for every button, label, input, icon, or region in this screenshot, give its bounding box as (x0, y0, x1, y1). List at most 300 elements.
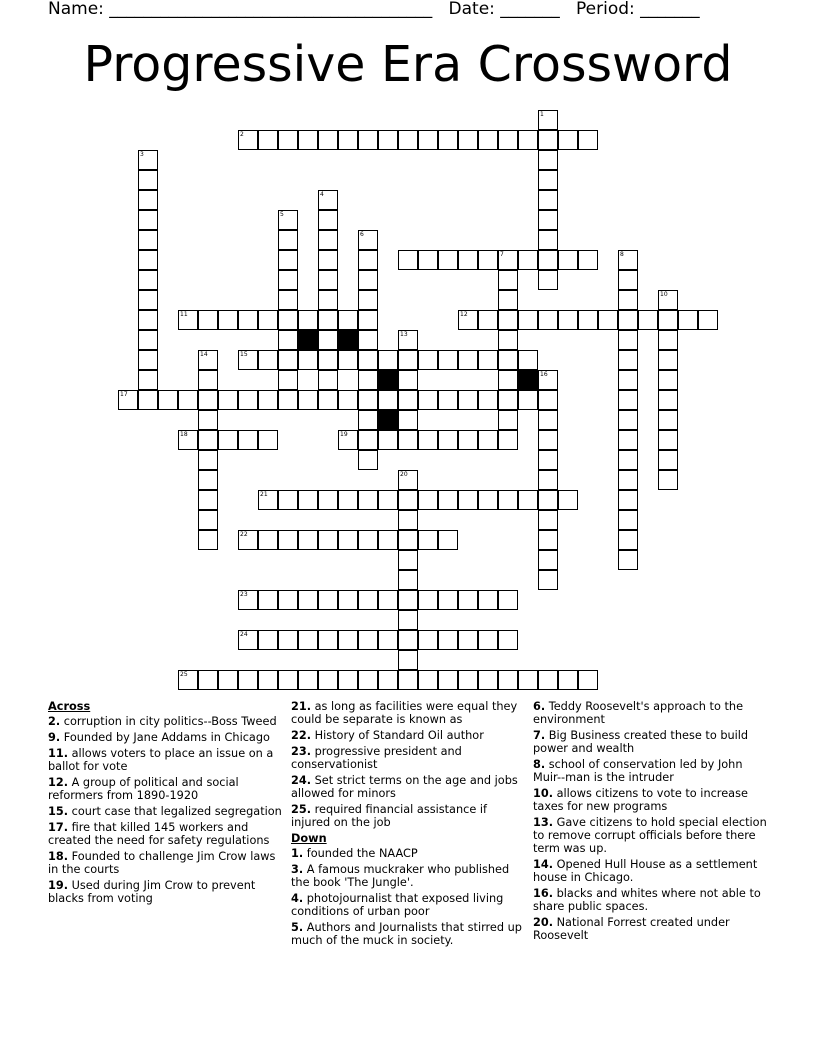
grid-cell[interactable] (438, 430, 458, 450)
grid-cell[interactable] (418, 130, 438, 150)
grid-cell[interactable] (238, 130, 258, 150)
grid-cell[interactable] (558, 490, 578, 510)
grid-cell[interactable] (438, 490, 458, 510)
grid-cell[interactable] (658, 470, 678, 490)
grid-cell[interactable] (318, 590, 338, 610)
grid-cell[interactable] (458, 590, 478, 610)
grid-cell[interactable] (298, 390, 318, 410)
clue-text: Founded to challenge Jim Crow laws in the courts (48, 850, 276, 876)
grid-cell[interactable] (538, 170, 558, 190)
grid-cell[interactable] (338, 670, 358, 690)
grid-cell[interactable] (418, 390, 438, 410)
clue-number: 1. (291, 847, 304, 860)
grid-cell[interactable] (258, 310, 278, 330)
grid-cell[interactable] (198, 450, 218, 470)
grid-cell[interactable] (358, 590, 378, 610)
grid-cell[interactable] (378, 630, 398, 650)
grid-cell[interactable] (658, 430, 678, 450)
grid-cell[interactable] (498, 250, 518, 270)
grid-cell[interactable] (238, 670, 258, 690)
grid-cell[interactable] (438, 670, 458, 690)
grid-cell[interactable] (198, 670, 218, 690)
grid-cell[interactable] (698, 310, 718, 330)
grid-cell[interactable] (238, 590, 258, 610)
grid-cell[interactable] (538, 430, 558, 450)
grid-cell[interactable] (438, 250, 458, 270)
grid-cell[interactable] (598, 310, 618, 330)
grid-cell[interactable] (338, 590, 358, 610)
grid-cell[interactable] (538, 390, 558, 410)
cell-number: 17 (120, 391, 128, 398)
grid-cell[interactable] (338, 310, 358, 330)
blocked-square (298, 330, 318, 350)
grid-cell[interactable] (318, 190, 338, 210)
grid-cell[interactable] (378, 490, 398, 510)
grid-cell[interactable] (198, 430, 218, 450)
grid-cell[interactable] (458, 130, 478, 150)
grid-cell[interactable] (138, 150, 158, 170)
grid-cell[interactable] (518, 130, 538, 150)
grid-cell[interactable] (318, 350, 338, 370)
grid-cell[interactable] (618, 530, 638, 550)
grid-cell[interactable] (298, 490, 318, 510)
grid-cell[interactable] (618, 310, 638, 330)
grid-cell[interactable] (198, 310, 218, 330)
grid-cell[interactable] (338, 390, 358, 410)
grid-cell[interactable] (498, 670, 518, 690)
grid-cell[interactable] (198, 510, 218, 530)
grid-cell[interactable] (138, 230, 158, 250)
grid-cell[interactable] (558, 670, 578, 690)
grid-cell[interactable] (538, 410, 558, 430)
grid-cell[interactable] (298, 350, 318, 370)
grid-cell[interactable] (378, 670, 398, 690)
grid-cell[interactable] (278, 390, 298, 410)
grid-cell[interactable] (458, 250, 478, 270)
grid-cell[interactable] (198, 390, 218, 410)
grid-cell[interactable] (618, 410, 638, 430)
name-blank[interactable]: ______________________________________ (109, 0, 433, 19)
grid-cell[interactable] (538, 490, 558, 510)
grid-cell[interactable] (398, 630, 418, 650)
clue-number: 3. (291, 863, 304, 876)
grid-cell[interactable] (258, 350, 278, 370)
grid-cell[interactable] (478, 490, 498, 510)
date-blank[interactable]: _______ (500, 0, 560, 19)
grid-cell[interactable] (458, 630, 478, 650)
grid-cell[interactable] (538, 530, 558, 550)
grid-cell[interactable] (358, 310, 378, 330)
grid-cell[interactable] (138, 250, 158, 270)
grid-cell[interactable] (258, 430, 278, 450)
grid-cell[interactable] (238, 390, 258, 410)
grid-cell[interactable] (618, 370, 638, 390)
clue-number: 5. (291, 921, 304, 934)
grid-cell[interactable] (138, 370, 158, 390)
grid-cell[interactable] (358, 630, 378, 650)
grid-cell[interactable] (618, 390, 638, 410)
grid-cell[interactable] (138, 310, 158, 330)
across-heading: Across (48, 700, 91, 713)
grid-cell[interactable] (318, 290, 338, 310)
grid-cell[interactable] (498, 270, 518, 290)
grid-cell[interactable] (398, 670, 418, 690)
grid-cell[interactable] (318, 530, 338, 550)
grid-cell[interactable] (398, 130, 418, 150)
grid-cell[interactable] (498, 350, 518, 370)
grid-cell[interactable] (398, 410, 418, 430)
grid-cell[interactable] (438, 630, 458, 650)
grid-cell[interactable] (478, 130, 498, 150)
grid-cell[interactable] (158, 390, 178, 410)
grid-cell[interactable] (138, 210, 158, 230)
grid-cell[interactable] (278, 310, 298, 330)
grid-cell[interactable] (418, 350, 438, 370)
across-clue (48, 879, 284, 905)
grid-cell[interactable] (538, 570, 558, 590)
grid-cell[interactable] (318, 630, 338, 650)
grid-cell[interactable] (458, 670, 478, 690)
grid-cell[interactable] (538, 310, 558, 330)
grid-cell[interactable] (298, 630, 318, 650)
grid-cell[interactable] (278, 350, 298, 370)
grid-cell[interactable] (298, 590, 318, 610)
grid-cell[interactable] (278, 250, 298, 270)
clue-number: 19. (48, 879, 69, 892)
across-clue (291, 803, 525, 829)
grid-cell[interactable] (498, 410, 518, 430)
grid-cell[interactable] (298, 130, 318, 150)
grid-cell[interactable] (538, 130, 558, 150)
grid-cell[interactable] (318, 230, 338, 250)
period-blank[interactable]: _______ (640, 0, 700, 19)
cell-number: 18 (180, 431, 188, 438)
grid-cell[interactable] (538, 190, 558, 210)
grid-cell[interactable] (118, 390, 138, 410)
grid-cell[interactable] (618, 250, 638, 270)
grid-cell[interactable] (478, 390, 498, 410)
grid-cell[interactable] (538, 670, 558, 690)
grid-cell[interactable] (618, 270, 638, 290)
grid-cell[interactable] (418, 250, 438, 270)
grid-cell[interactable] (398, 650, 418, 670)
grid-cell[interactable] (198, 410, 218, 430)
grid-cell[interactable] (358, 490, 378, 510)
grid-cell[interactable] (658, 450, 678, 470)
grid-cell[interactable] (258, 630, 278, 650)
grid-cell[interactable] (478, 310, 498, 330)
blocked-square (378, 410, 398, 430)
grid-cell[interactable] (258, 670, 278, 690)
grid-cell[interactable] (658, 330, 678, 350)
grid-cell[interactable] (498, 330, 518, 350)
grid-cell[interactable] (278, 290, 298, 310)
grid-cell[interactable] (398, 510, 418, 530)
grid-cell[interactable] (658, 390, 678, 410)
grid-cell[interactable] (378, 530, 398, 550)
grid-cell[interactable] (358, 350, 378, 370)
grid-cell[interactable] (218, 310, 238, 330)
grid-cell[interactable] (418, 670, 438, 690)
grid-cell[interactable] (238, 630, 258, 650)
grid-cell[interactable] (298, 530, 318, 550)
grid-cell[interactable] (638, 310, 658, 330)
grid-cell[interactable] (538, 110, 558, 130)
grid-cell[interactable] (418, 630, 438, 650)
grid-cell[interactable] (138, 190, 158, 210)
grid-cell[interactable] (618, 510, 638, 530)
grid-cell[interactable] (338, 490, 358, 510)
grid-cell[interactable] (398, 390, 418, 410)
grid-cell[interactable] (618, 330, 638, 350)
grid-cell[interactable] (358, 530, 378, 550)
grid-cell[interactable] (518, 670, 538, 690)
grid-cell[interactable] (678, 310, 698, 330)
grid-cell[interactable] (578, 250, 598, 270)
grid-cell[interactable] (178, 390, 198, 410)
grid-cell[interactable] (278, 270, 298, 290)
grid-cell[interactable] (578, 130, 598, 150)
grid-cell[interactable] (218, 430, 238, 450)
grid-cell[interactable] (618, 290, 638, 310)
grid-cell[interactable] (658, 370, 678, 390)
grid-cell[interactable] (238, 430, 258, 450)
grid-cell[interactable] (538, 470, 558, 490)
grid-cell[interactable] (618, 490, 638, 510)
grid-cell[interactable] (438, 390, 458, 410)
grid-cell[interactable] (258, 490, 278, 510)
grid-cell[interactable] (558, 310, 578, 330)
grid-cell[interactable] (378, 390, 398, 410)
grid-cell[interactable] (358, 370, 378, 390)
grid-cell[interactable] (338, 430, 358, 450)
grid-cell[interactable] (538, 510, 558, 530)
page-title: Progressive Era Crossword (83, 36, 733, 93)
grid-cell[interactable] (478, 630, 498, 650)
grid-cell[interactable] (478, 670, 498, 690)
grid-cell[interactable] (198, 530, 218, 550)
grid-cell[interactable] (138, 390, 158, 410)
grid-cell[interactable] (138, 290, 158, 310)
clue-text: A famous muckraker who published the book 'The Jungle'. (291, 863, 510, 889)
grid-cell[interactable] (498, 430, 518, 450)
grid-cell[interactable] (358, 270, 378, 290)
grid-cell[interactable] (518, 490, 538, 510)
grid-cell[interactable] (658, 350, 678, 370)
grid-cell[interactable] (358, 230, 378, 250)
grid-cell[interactable] (538, 250, 558, 270)
grid-cell[interactable] (498, 590, 518, 610)
grid-cell[interactable] (338, 130, 358, 150)
grid-cell[interactable] (378, 130, 398, 150)
grid-cell[interactable] (338, 530, 358, 550)
grid-cell[interactable] (478, 250, 498, 270)
clue-text: Gave citizens to hold special election to remove corrupt officials before there term was up. (533, 816, 767, 855)
grid-cell[interactable] (398, 250, 418, 270)
grid-cell[interactable] (378, 430, 398, 450)
grid-cell[interactable] (138, 170, 158, 190)
grid-cell[interactable] (318, 130, 338, 150)
grid-cell[interactable] (498, 630, 518, 650)
grid-cell[interactable] (378, 350, 398, 370)
grid-cell[interactable] (438, 130, 458, 150)
grid-cell[interactable] (478, 350, 498, 370)
grid-cell[interactable] (618, 430, 638, 450)
grid-cell[interactable] (418, 430, 438, 450)
grid-cell[interactable] (398, 330, 418, 350)
grid-cell[interactable] (318, 250, 338, 270)
grid-cell[interactable] (318, 670, 338, 690)
grid-cell[interactable] (378, 590, 398, 610)
grid-cell[interactable] (218, 390, 238, 410)
grid-cell[interactable] (458, 350, 478, 370)
grid-cell[interactable] (278, 210, 298, 230)
grid-cell[interactable] (178, 310, 198, 330)
grid-cell[interactable] (318, 270, 338, 290)
grid-cell[interactable] (398, 570, 418, 590)
grid-cell[interactable] (398, 350, 418, 370)
grid-cell[interactable] (538, 370, 558, 390)
grid-cell[interactable] (418, 590, 438, 610)
grid-cell[interactable] (458, 310, 478, 330)
grid-cell[interactable] (478, 430, 498, 450)
grid-cell[interactable] (398, 490, 418, 510)
grid-cell[interactable] (558, 130, 578, 150)
across-clue (48, 747, 284, 773)
grid-cell[interactable] (518, 390, 538, 410)
grid-cell[interactable] (358, 410, 378, 430)
grid-cell[interactable] (578, 310, 598, 330)
grid-cell[interactable] (458, 390, 478, 410)
grid-cell[interactable] (318, 210, 338, 230)
grid-cell[interactable] (398, 590, 418, 610)
grid-cell[interactable] (278, 370, 298, 390)
grid-cell[interactable] (258, 590, 278, 610)
grid-cell[interactable] (398, 550, 418, 570)
down-clue (291, 892, 525, 918)
grid-cell[interactable] (358, 390, 378, 410)
grid-cell[interactable] (338, 350, 358, 370)
grid-cell[interactable] (438, 350, 458, 370)
grid-cell[interactable] (358, 290, 378, 310)
grid-cell[interactable] (238, 530, 258, 550)
grid-cell[interactable] (398, 470, 418, 490)
grid-cell[interactable] (478, 590, 498, 610)
grid-cell[interactable] (418, 530, 438, 550)
grid-cell[interactable] (178, 430, 198, 450)
grid-cell[interactable] (198, 490, 218, 510)
grid-cell[interactable] (278, 230, 298, 250)
grid-cell[interactable] (538, 210, 558, 230)
grid-cell[interactable] (538, 550, 558, 570)
grid-cell[interactable] (178, 670, 198, 690)
grid-cell[interactable] (398, 530, 418, 550)
grid-cell[interactable] (278, 330, 298, 350)
grid-cell[interactable] (658, 290, 678, 310)
grid-cell[interactable] (498, 290, 518, 310)
grid-cell[interactable] (298, 670, 318, 690)
grid-cell[interactable] (358, 430, 378, 450)
grid-cell[interactable] (618, 550, 638, 570)
grid-cell[interactable] (438, 590, 458, 610)
grid-cell[interactable] (318, 490, 338, 510)
grid-cell[interactable] (198, 470, 218, 490)
grid-cell[interactable] (498, 310, 518, 330)
grid-cell[interactable] (298, 310, 318, 330)
grid-cell[interactable] (278, 590, 298, 610)
grid-cell[interactable] (278, 130, 298, 150)
grid-cell[interactable] (358, 670, 378, 690)
grid-cell[interactable] (278, 490, 298, 510)
clue-number: 12. (48, 776, 69, 789)
grid-cell[interactable] (398, 610, 418, 630)
grid-cell[interactable] (618, 450, 638, 470)
grid-cell[interactable] (358, 450, 378, 470)
grid-cell[interactable] (518, 350, 538, 370)
grid-cell[interactable] (498, 390, 518, 410)
grid-cell[interactable] (498, 370, 518, 390)
grid-cell[interactable] (218, 670, 238, 690)
grid-cell[interactable] (538, 150, 558, 170)
clue-number: 13. (533, 816, 554, 829)
grid-cell[interactable] (258, 130, 278, 150)
grid-cell[interactable] (278, 630, 298, 650)
grid-cell[interactable] (498, 130, 518, 150)
grid-cell[interactable] (318, 310, 338, 330)
grid-cell[interactable] (358, 130, 378, 150)
grid-cell[interactable] (538, 270, 558, 290)
grid-cell[interactable] (358, 250, 378, 270)
grid-cell[interactable] (238, 350, 258, 370)
clue-text: National Forrest created under Roosevelt (533, 916, 730, 942)
grid-cell[interactable] (658, 410, 678, 430)
grid-cell[interactable] (518, 310, 538, 330)
grid-cell[interactable] (138, 350, 158, 370)
grid-cell[interactable] (458, 490, 478, 510)
grid-cell[interactable] (278, 670, 298, 690)
grid-cell[interactable] (238, 310, 258, 330)
grid-cell[interactable] (498, 490, 518, 510)
clue-text: Set strict terms on the age and jobs allowed for minors (291, 774, 518, 800)
grid-cell[interactable] (418, 490, 438, 510)
grid-cell[interactable] (318, 390, 338, 410)
grid-cell[interactable] (278, 530, 298, 550)
grid-cell[interactable] (538, 230, 558, 250)
grid-cell[interactable] (338, 630, 358, 650)
grid-cell[interactable] (658, 310, 678, 330)
grid-cell[interactable] (438, 530, 458, 550)
grid-cell[interactable] (258, 530, 278, 550)
grid-cell[interactable] (618, 350, 638, 370)
grid-cell[interactable] (518, 250, 538, 270)
grid-cell[interactable] (618, 470, 638, 490)
grid-cell[interactable] (258, 390, 278, 410)
grid-cell[interactable] (198, 370, 218, 390)
grid-cell[interactable] (138, 270, 158, 290)
grid-cell[interactable] (538, 450, 558, 470)
grid-cell[interactable] (578, 670, 598, 690)
grid-cell[interactable] (458, 430, 478, 450)
grid-cell[interactable] (198, 350, 218, 370)
grid-cell[interactable] (398, 370, 418, 390)
grid-cell[interactable] (318, 330, 338, 350)
grid-cell[interactable] (398, 430, 418, 450)
grid-cell[interactable] (318, 370, 338, 390)
grid-cell[interactable] (358, 330, 378, 350)
clue-number: 2. (48, 715, 61, 728)
grid-cell[interactable] (138, 330, 158, 350)
grid-cell[interactable] (558, 250, 578, 270)
